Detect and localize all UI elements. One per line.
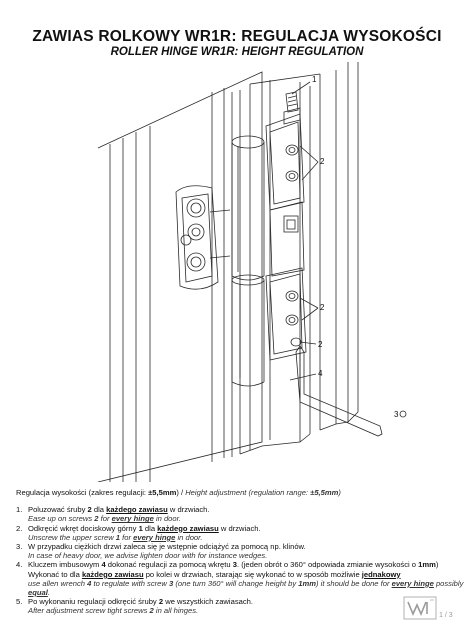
regulation-range: Regulacja wysokości (zakres regulacji: ±5,5mm) / Height adjustment (regulation range: ±5,5mm): [16, 488, 341, 497]
page-number: 1 / 3: [439, 612, 453, 619]
step-1: 1. Poluzować śruby 2 dla każdego zawiasu w drzwiach. Ease up on screws 2 for every hinge in door.: [16, 505, 210, 524]
callout-2-lower: 2: [320, 303, 325, 312]
callout-2-bottom: 2: [318, 340, 323, 349]
step-2: 2. Odkręcić wkręt dociskowy górny 1 dla każdego zawiasu w drzwiach. Unscrew the upper screw 1 for every hinge in door.: [16, 523, 261, 542]
step-5: 5. Po wykonaniu regulacji odkręcić śruby 2 we wszystkich zawiasach. After adjustment screw tight screws 2 in all hinges.: [16, 597, 253, 616]
callout-3-marker: [400, 411, 406, 417]
callout-4: 4: [318, 369, 323, 378]
hinge-technical-drawing: [0, 62, 474, 482]
callout-2-upper: 2: [320, 157, 325, 166]
document-title: ZAWIAS ROLKOWY WR1R: REGULACJA WYSOKOŚCI: [32, 28, 442, 45]
instructions-block: [16, 488, 466, 616]
company-logo-icon: [403, 596, 437, 620]
step-3: 3. W przypadku ciężkich drzwi zaleca się je wstępnie odciążyć za pomocą np. klinów. In case of heavy door, we advise lighten door with for instance wedges.: [16, 542, 306, 561]
steps-list: [16, 505, 466, 615]
document-subtitle: ROLLER HINGE WR1R: HEIGHT REGULATION: [110, 46, 364, 58]
callout-1: 1: [312, 75, 317, 84]
callout-3-key: 3: [394, 410, 399, 419]
step-4: 4. Kluczem imbusowym 4 dokonać regulacji za pomocą wkrętu 3. (jeden obrót o 360° odpowiada zmianie wysokości o 1mm) Wykonać to dla każdego zawiasu po kolei w drzwiach, starając się wykonać to w sposób możliwie jednakowy use allen wrench 4 to regulate with screw 3 (one turn 360° will change height by 1mm) it should be done for every hinge possibly equal.: [16, 560, 464, 598]
